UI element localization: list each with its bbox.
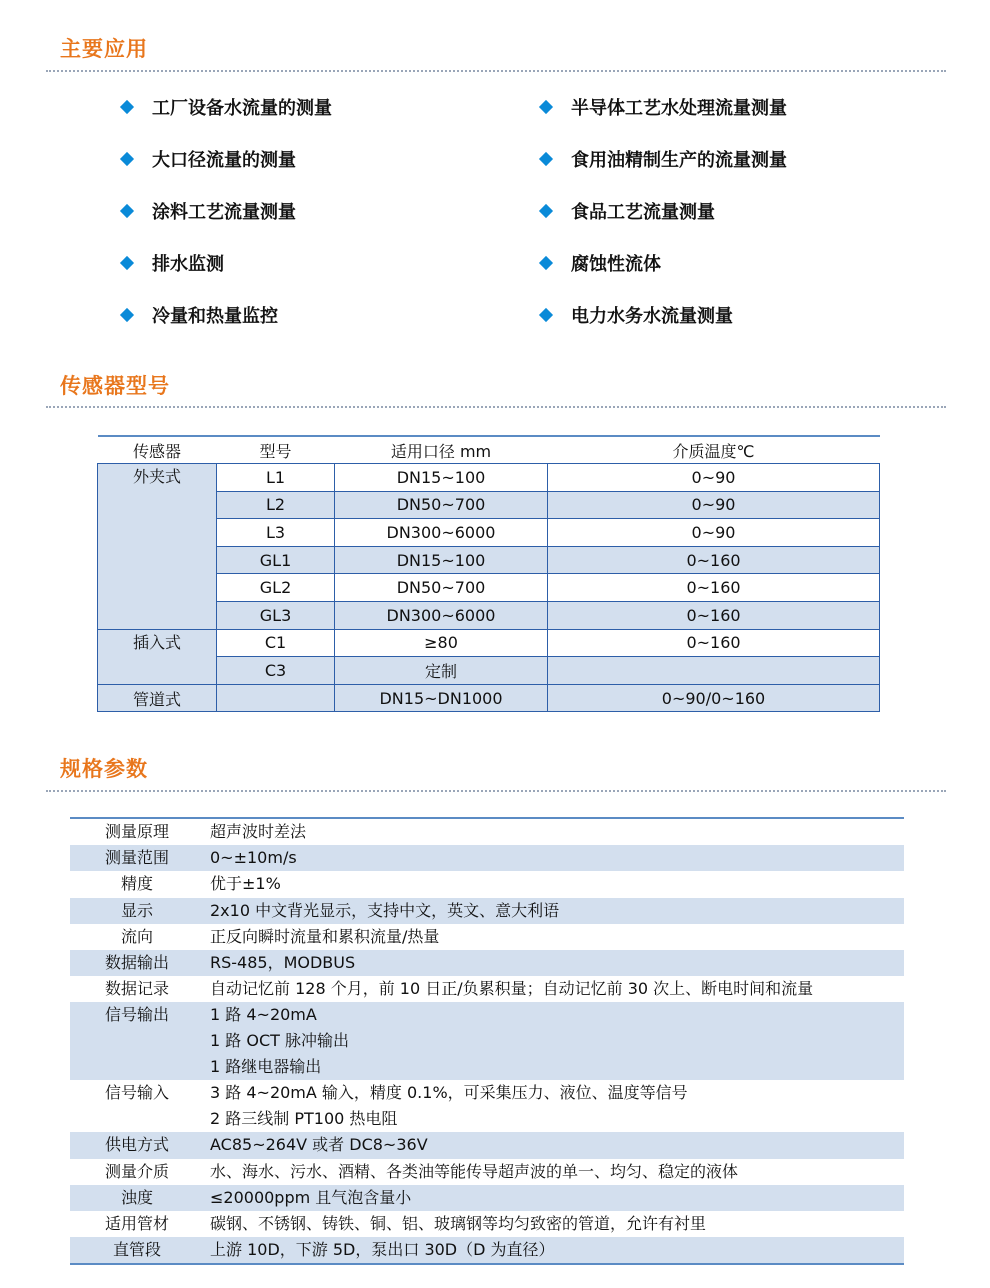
spec-row: [70, 818, 904, 845]
spec-value: 正反向瞬时流量和累积流量/热量: [210, 926, 440, 946]
temp-cell: 0~90: [548, 519, 880, 547]
sensor-group-insertion: 插入式: [98, 629, 217, 684]
size-cell: DN300~6000: [335, 601, 548, 629]
spec-key: 测量原理: [104, 822, 169, 841]
model-cell: GL3: [217, 601, 335, 629]
spec-row: [70, 871, 904, 897]
spec-value: 2x10 中文背光显示，支持中文，英文、意大利语: [204, 898, 904, 924]
application-item: 工厂设备水流量的测量: [122, 96, 332, 122]
spec-key: 信号输出: [70, 1002, 204, 1080]
spec-key: 适用管材: [104, 1214, 169, 1234]
size-cell: ≥80: [335, 629, 548, 657]
spec-value: 0~±10m/s: [204, 845, 904, 871]
section-divider: [46, 406, 946, 408]
application-item: 大口径流量的测量: [122, 148, 296, 174]
size-cell: DN50~700: [335, 574, 548, 602]
spec-key: 精度: [120, 874, 153, 894]
section-title-sensors: 传感器型号: [60, 374, 170, 398]
model-cell: GL2: [217, 574, 335, 602]
sensor-group-clamp-on: 外夹式: [98, 464, 217, 630]
spec-key: 测量介质: [104, 1161, 169, 1181]
application-item: 电力水务水流量测量: [541, 304, 733, 330]
spec-value: 上游 10D，下游 5D，泵出口 30D（D 为直径）: [204, 1237, 904, 1264]
diamond-bullet-icon: [120, 308, 134, 322]
temp-cell: 0~90: [548, 464, 880, 492]
spec-key: 测量范围: [70, 845, 204, 871]
size-cell: DN15~100: [335, 546, 548, 574]
spec-value: 3 路 4~20mA 输入，精度 0.1%，可采集压力、液位、温度等信号 2 路三线制 PT100 热电阻: [210, 1083, 688, 1129]
section-title-specs: 规格参数: [60, 757, 148, 781]
application-item: 半导体工艺水处理流量测量: [541, 96, 787, 122]
spec-row: [70, 1185, 904, 1211]
application-item: 冷量和热量监控: [122, 304, 278, 330]
diamond-bullet-icon: [539, 308, 553, 322]
spec-row: [70, 1237, 904, 1264]
spec-value: 优于±1%: [210, 874, 281, 894]
model-cell: L3: [217, 519, 335, 547]
column-header-model: 型号: [217, 436, 335, 464]
model-cell: L1: [217, 464, 335, 492]
column-header-temperature: 介质温度℃: [548, 436, 880, 464]
spec-key: 供电方式: [70, 1132, 204, 1158]
spec-key: 直管段: [70, 1237, 204, 1264]
model-cell: GL1: [217, 546, 335, 574]
spec-value: AC85~264V 或者 DC8~36V: [204, 1132, 904, 1158]
spec-value: 1 路 4~20mA 1 路 OCT 脉冲输出 1 路继电器输出: [204, 1002, 904, 1080]
temp-cell: 0~160: [548, 574, 880, 602]
model-cell: C3: [217, 657, 335, 685]
application-item: 食用油精制生产的流量测量: [541, 148, 787, 174]
spec-row: [70, 1159, 904, 1185]
temp-cell: 0~160: [548, 601, 880, 629]
spec-value: ≤20000ppm 且气泡含量小: [204, 1185, 904, 1211]
diamond-bullet-icon: [539, 100, 553, 114]
diamond-bullet-icon: [539, 204, 553, 218]
table-row: [98, 464, 880, 492]
temp-cell: 0~90/0~160: [548, 684, 880, 712]
spec-value: 超声波时差法: [210, 822, 307, 841]
table-header-row: [98, 436, 880, 464]
column-header-size: 适用口径 mm: [335, 436, 548, 464]
temp-cell: 0~160: [548, 629, 880, 657]
spec-row: [70, 898, 904, 924]
spec-key: 数据记录: [104, 979, 169, 999]
diamond-bullet-icon: [539, 152, 553, 166]
spec-key: 数据输出: [70, 950, 204, 976]
spec-key: 显示: [70, 898, 204, 924]
spec-value: 碳钢、不锈钢、铸铁、铜、铝、玻璃钢等均匀致密的管道，允许有衬里: [210, 1214, 707, 1234]
spec-row: [70, 976, 904, 1002]
spec-table: [70, 817, 904, 1265]
diamond-bullet-icon: [120, 100, 134, 114]
diamond-bullet-icon: [539, 256, 553, 270]
sensor-group-inline: 管道式: [98, 684, 217, 712]
application-item: 食品工艺流量测量: [541, 200, 715, 226]
table-row: [98, 629, 880, 657]
sensor-model-table: [97, 435, 880, 712]
spec-row: [70, 1211, 904, 1237]
size-cell: DN50~700: [335, 491, 548, 519]
diamond-bullet-icon: [120, 204, 134, 218]
diamond-bullet-icon: [120, 152, 134, 166]
size-cell: DN300~6000: [335, 519, 548, 547]
table-row: [98, 684, 880, 712]
spec-row: [70, 950, 904, 976]
model-cell: C1: [217, 629, 335, 657]
spec-key: 流向: [120, 926, 153, 946]
spec-key: 信号输入: [104, 1083, 169, 1103]
application-item: 腐蚀性流体: [541, 252, 661, 278]
spec-row: [70, 1132, 904, 1158]
size-cell: DN15~100: [335, 464, 548, 492]
temp-cell: [548, 657, 880, 685]
application-item: 排水监测: [122, 252, 224, 278]
column-header-sensor: 传感器: [98, 436, 217, 464]
spec-value: RS-485，MODBUS: [204, 950, 904, 976]
temp-cell: 0~160: [548, 546, 880, 574]
spec-row: [70, 845, 904, 871]
size-cell: 定制: [335, 657, 548, 685]
application-item: 涂料工艺流量测量: [122, 200, 296, 226]
spec-row: [70, 1080, 904, 1132]
spec-key: 浊度: [70, 1185, 204, 1211]
spec-row: [70, 924, 904, 950]
size-cell: DN15~DN1000: [335, 684, 548, 712]
temp-cell: 0~90: [548, 491, 880, 519]
section-divider: [46, 790, 946, 792]
spec-value: 水、海水、污水、酒精、各类油等能传导超声波的单一、均匀、稳定的液体: [210, 1161, 739, 1181]
model-cell: [217, 684, 335, 712]
section-divider: [46, 70, 946, 72]
diamond-bullet-icon: [120, 256, 134, 270]
spec-row: [70, 1002, 904, 1080]
spec-value: 自动记忆前 128 个月，前 10 日正/负累积量；自动记忆前 30 次上、断电时间和流量: [210, 979, 814, 999]
model-cell: L2: [217, 491, 335, 519]
section-title-applications: 主要应用: [60, 37, 148, 61]
